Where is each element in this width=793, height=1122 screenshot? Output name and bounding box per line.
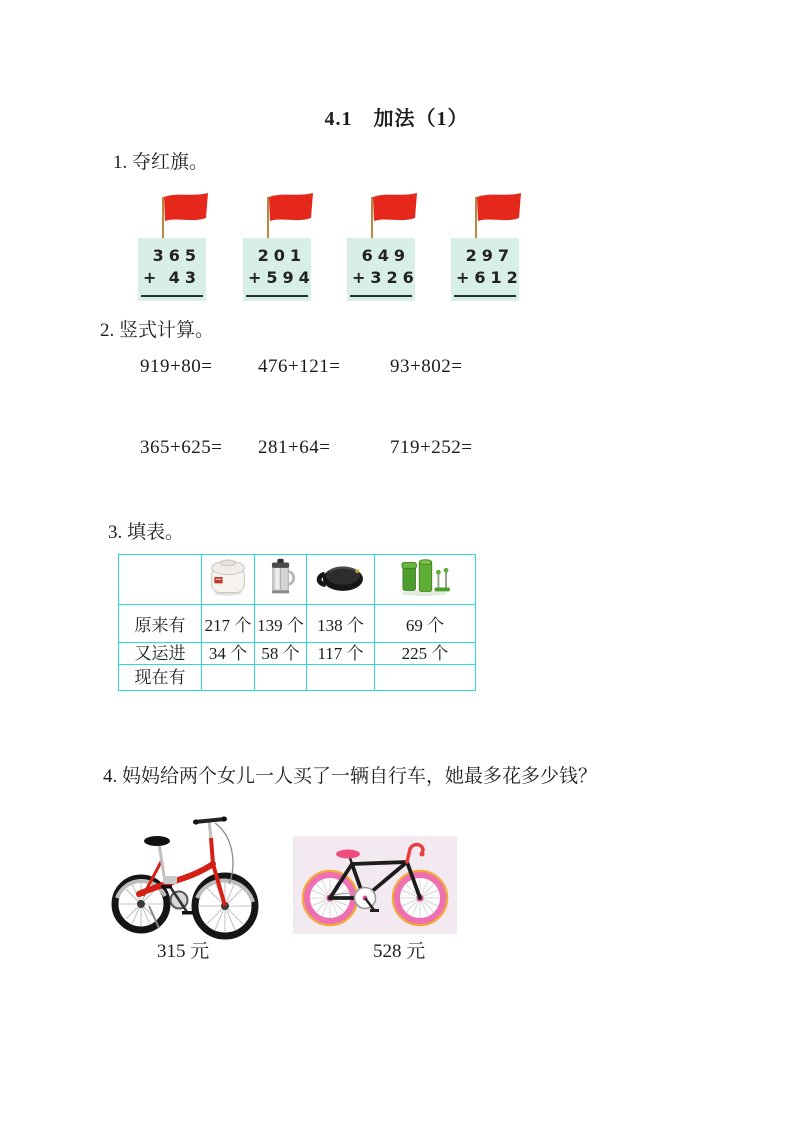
table-row-now: [119, 665, 476, 691]
page-title: 4.1 加法（1）: [324, 108, 469, 130]
table-cell-empty: [202, 665, 255, 691]
section2-heading: 2. 竖式计算。: [100, 320, 215, 341]
table-cell: 138 个: [307, 605, 375, 643]
sum-line: [246, 295, 308, 297]
table-cell: 139 个: [255, 605, 307, 643]
bike2-price: 528 元: [373, 941, 426, 962]
section3-heading: 3. 填表。: [108, 522, 185, 543]
addend-bottom: 326: [370, 268, 419, 287]
addend-bottom: 594: [266, 268, 315, 287]
row-label: 原来有: [119, 605, 202, 643]
table-cell: 217 个: [202, 605, 255, 643]
calc-problem: 281+64=: [258, 437, 331, 458]
addend-top: 201: [257, 246, 306, 265]
addend-top: 297: [465, 246, 514, 265]
sum-line: [141, 295, 203, 297]
addition-box: [138, 238, 206, 301]
soy-milk-maker-icon: [255, 555, 307, 605]
rice-cooker-icon: [202, 555, 255, 605]
addend-top: 649: [361, 246, 410, 265]
table-cell: 69 个: [375, 605, 476, 643]
sum-line: [454, 295, 516, 297]
juicer-icon: [375, 555, 476, 605]
calc-problem: 719+252=: [390, 437, 473, 458]
addition-box: [243, 238, 315, 301]
sum-line: [350, 295, 412, 297]
plus-sign: +: [248, 268, 267, 287]
fixie-bike-image: [293, 836, 457, 934]
red-flag-icon: [476, 192, 522, 224]
table-cell: 117 个: [307, 643, 375, 665]
addend-bottom: 43: [168, 268, 201, 287]
red-flag-icon: [163, 192, 209, 224]
red-flag-icon: [372, 192, 418, 224]
section4-heading: 4. 妈妈给两个女儿一人买了一辆自行车，她最多花多少钱？: [103, 766, 598, 787]
addition-box: [347, 238, 419, 301]
table-header-row: [119, 555, 476, 605]
table-cell-empty: [255, 665, 307, 691]
fill-in-table: [118, 554, 476, 691]
table-cell: 225 个: [375, 643, 476, 665]
addend-bottom: 612: [474, 268, 523, 287]
flag-problem-2: [243, 192, 315, 302]
electric-baking-pan-icon: [307, 555, 375, 605]
plus-sign: +: [352, 268, 371, 287]
table-row-added: [119, 643, 476, 665]
section1-heading: 1. 夺红旗。: [113, 152, 209, 173]
red-flag-icon: [268, 192, 314, 224]
row-label: 现在有: [119, 665, 202, 691]
bike1-price: 315 元: [157, 941, 210, 962]
table-cell-empty: [375, 665, 476, 691]
table-cell: 58 个: [255, 643, 307, 665]
table-cell-empty: [307, 665, 375, 691]
table-cell: 34 个: [202, 643, 255, 665]
row-label: 又运进: [119, 643, 202, 665]
table-corner-cell: [119, 555, 202, 605]
flag-problem-4: [451, 192, 523, 302]
flag-problem-1: [138, 192, 206, 302]
calc-problem: 93+802=: [390, 356, 463, 377]
calc-problem: 365+625=: [140, 437, 223, 458]
flag-problem-3: [347, 192, 419, 302]
table-row-original: [119, 605, 476, 643]
addend-top: 365: [152, 246, 201, 265]
folding-bike-image: [103, 810, 271, 942]
calc-problem: 476+121=: [258, 356, 341, 377]
plus-sign: +: [143, 268, 162, 287]
addition-box: [451, 238, 523, 301]
calc-problem: 919+80=: [140, 356, 213, 377]
plus-sign: +: [456, 268, 475, 287]
